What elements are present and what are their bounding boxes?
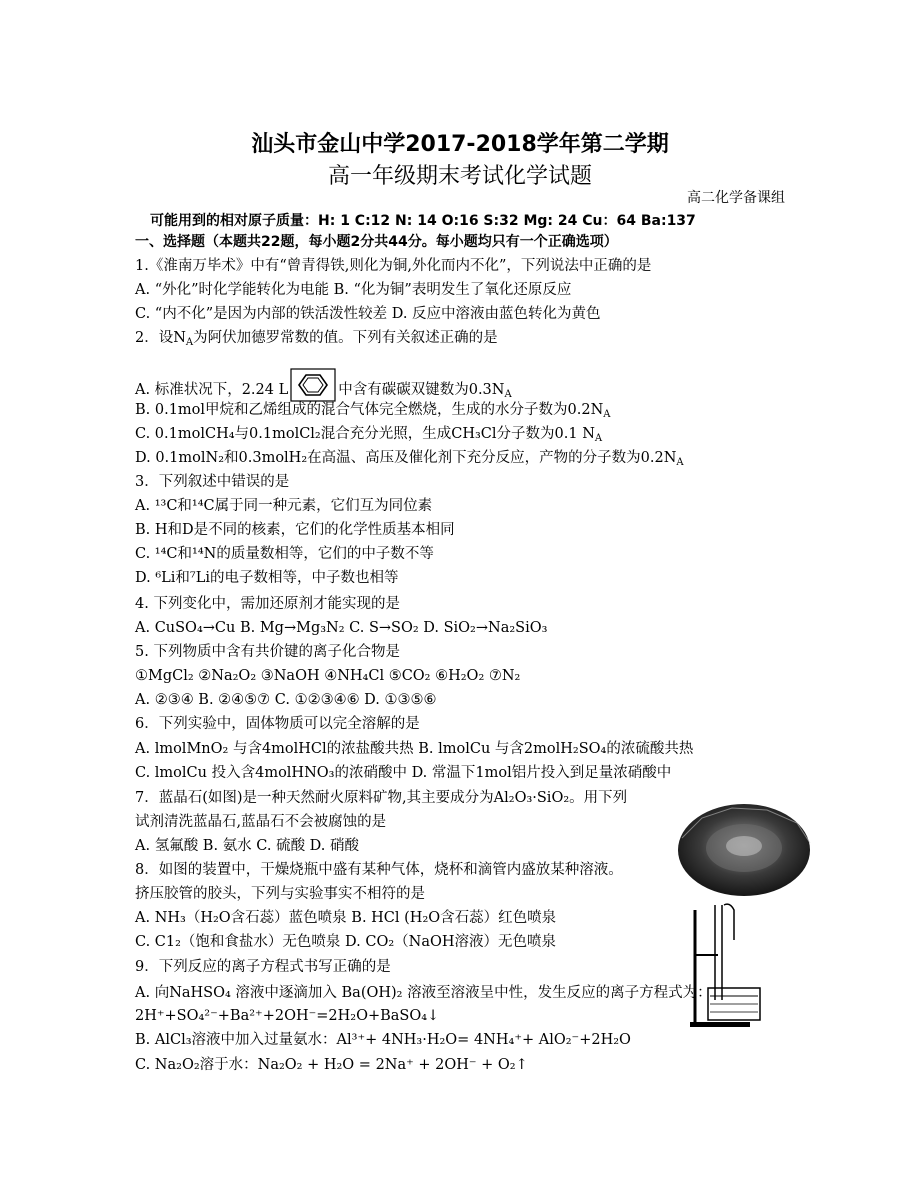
q2-option-a: A. 标准状况下，2.24 L 中含有碳碳双键数为$0.3N_A$ (135, 368, 512, 408)
atomic-masses: 可能用到的相对原子质量：H: 1 C:12 N: 14 O:16 S:32 Mg: 24 Cu：64 Ba:137 (150, 213, 696, 229)
section-heading: 一、选择题（本题共22题，每小题2分共44分。每小题均只有一个正确选项） (135, 234, 618, 250)
kyanite-gem-image (672, 798, 832, 912)
q7-stem-2: 试剂清洗蓝晶石,蓝晶石不会被腐蚀的是 (135, 814, 387, 830)
q1-options-cd: C. “内不化”是因为内部的铁活泼性较差 D. 反应中溶液由蓝色转化为黄色 (135, 306, 601, 322)
q1-stem: 1.《淮南万毕术》中有“曾青得铁,则化为铜,外化而内不化”，下列说法中正确的是 (135, 258, 652, 274)
exam-title-line2: 高一年级期末考试化学试题 (327, 164, 592, 189)
q8-options-cd: C. C1₂（饱和食盐水）无色喷泉 D. CO₂（NaOH溶液）无色喷泉 (135, 934, 557, 950)
fountain-apparatus-diagram (690, 900, 770, 1034)
q6-options-ab: A. lmolMnO₂ 与含4molHCl的浓盐酸共热 B. lmolCu 与含2molH₂SO₄的浓硫酸共热 (135, 741, 694, 757)
q7-stem: 7．蓝晶石(如图)是一种天然耐火原料矿物,其主要成分为Al₂O₃·SiO₂。用下列 (135, 790, 628, 806)
q2-stem: 2．设$N_A$为阿伏加德罗常数的值。下列有关叙述正确的是 (135, 330, 498, 348)
q9-option-a: A. 向NaHSO₄ 溶液中逐滴加入 Ba(OH)₂ 溶液至溶液呈中性，发生反应的离子方程式为： (135, 985, 712, 1001)
q6-options-cd: C. lmolCu 投入含4molHNO₃的浓硝酸中 D. 常温下1mol铝片投入到足量浓硝酸中 (135, 765, 672, 781)
q3-option-b: B. H和D是不同的核素，它们的化学性质基本相同 (135, 522, 455, 538)
q3-option-d: D. ⁶Li和⁷Li的电子数相等，中子数也相等 (135, 570, 399, 586)
author-group: 高二化学备课组 (687, 190, 785, 206)
q4-stem: 4. 下列变化中，需加还原剂才能实现的是 (135, 596, 400, 612)
q5-options: A. ②③④ B. ②④⑤⑦ C. ①②③④⑥ D. ①③⑤⑥ (135, 692, 437, 708)
q3-stem: 3．下列叙述中错误的是 (135, 474, 290, 490)
q3-option-c: C. ¹⁴C和¹⁴N的质量数相等，它们的中子数不等 (135, 546, 434, 562)
q9-stem: 9．下列反应的离子方程式书写正确的是 (135, 959, 391, 975)
q5-items: ①MgCl₂ ②Na₂O₂ ③NaOH ④NH₄Cl ⑤CO₂ ⑥H₂O₂ ⑦N₂ (135, 668, 521, 684)
q6-stem: 6．下列实验中，固体物质可以完全溶解的是 (135, 716, 420, 732)
q1-options-ab: A. “外化”时化学能转化为电能 B. “化为铜”表明发生了氧化还原反应 (135, 282, 572, 298)
exam-title-line1: 汕头市金山中学2017-2018学年第二学期 (251, 132, 669, 157)
q9-option-b: B. AlCl₃溶液中加入过量氨水：Al³⁺+ 4NH₃·H₂O= 4NH₄⁺+ AlO₂⁻+2H₂O (135, 1032, 631, 1048)
q7-options: A. 氢氟酸 B. 氨水 C. 硫酸 D. 硝酸 (135, 838, 360, 854)
q9-option-a-equation: 2H⁺+SO₄²⁻+Ba²⁺+2OH⁻=2H₂O+BaSO₄↓ (135, 1008, 440, 1024)
q8-options-ab: A. NH₃（H₂O含石蕊）蓝色喷泉 B. HCl (H₂O含石蕊）红色喷泉 (135, 910, 557, 926)
q5-stem: 5. 下列物质中含有共价键的离子化合物是 (135, 644, 400, 660)
q8-stem-2: 挤压胶管的胶头，下列与实验事实不相符的是 (135, 886, 425, 902)
q2-option-c: C. 0.1molCH₄与0.1molCl₂混合充分光照，生成CH₃Cl分子数为0.1 $N_A$ (135, 426, 603, 444)
q3-option-a: A. ¹³C和¹⁴C属于同一种元素，它们互为同位素 (135, 498, 433, 514)
q2-option-b: B. 0.1mol甲烷和乙烯组成的混合气体完全燃烧，生成的水分子数为$0.2N_A$ (135, 402, 611, 420)
q4-options: A. CuSO₄→Cu B. Mg→Mg₃N₂ C. S→SO₂ D. SiO₂→Na₂SiO₃ (135, 620, 548, 636)
q2-option-d: D. 0.1molN₂和0.3molH₂在高温、高压及催化剂下充分反应，产物的分子数为$0.2N_A$ (135, 450, 684, 468)
q8-stem: 8．如图的装置中，干燥烧瓶中盛有某种气体，烧杯和滴管内盛放某种溶液。 (135, 862, 623, 878)
q9-option-c: C. Na₂O₂溶于水：Na₂O₂ + H₂O = 2Na⁺ + 2OH⁻ + O₂↑ (135, 1057, 528, 1073)
